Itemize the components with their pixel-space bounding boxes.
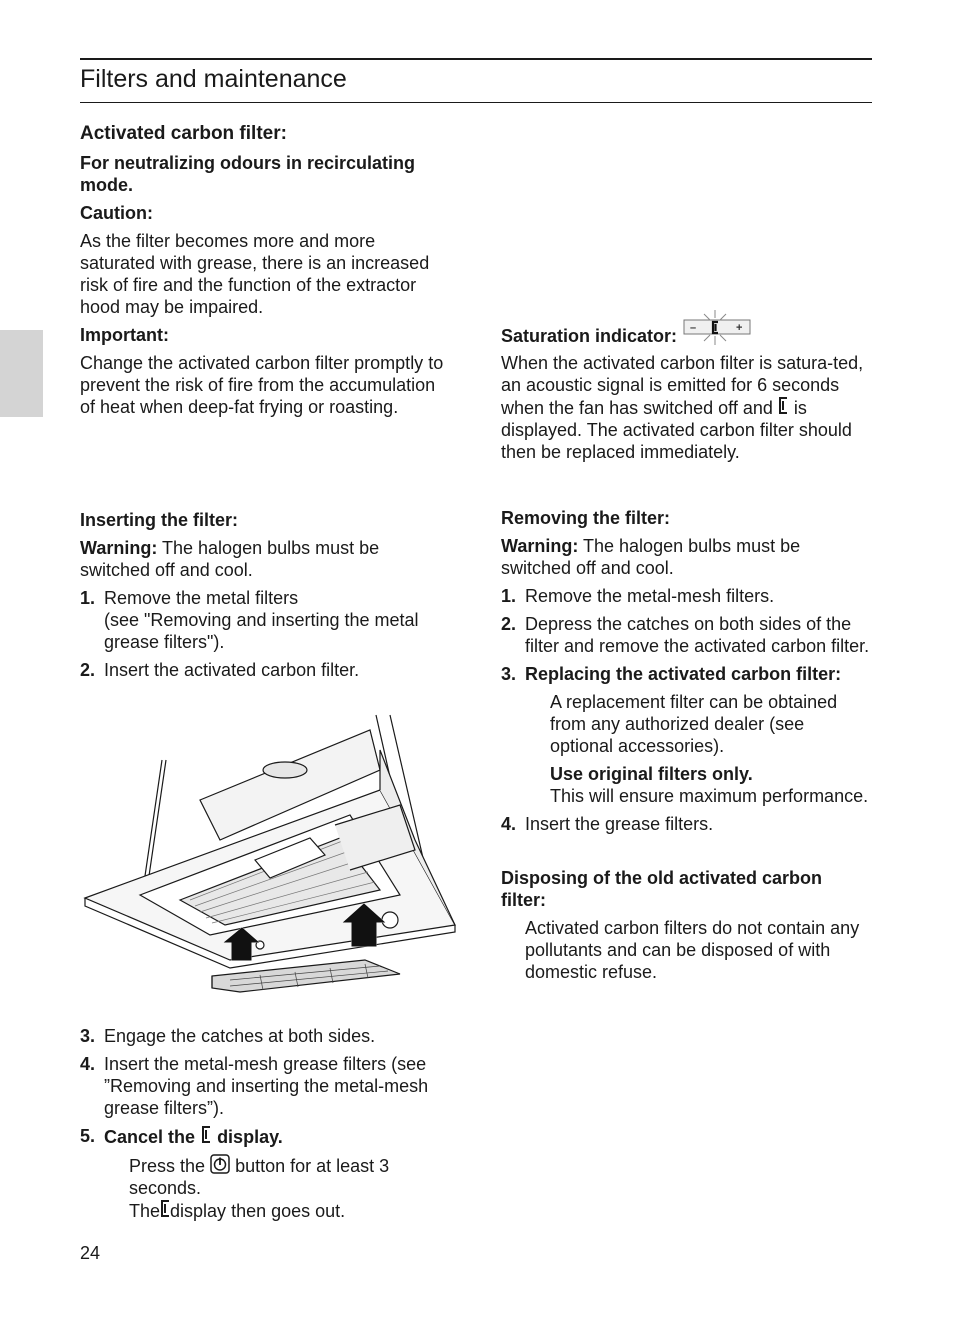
press-pre: Press the: [129, 1156, 206, 1176]
caution-label: Caution:: [80, 203, 153, 223]
list-item: [80, 587, 452, 653]
step-text: Remove the metal filters: [104, 588, 299, 608]
step-number: 1.: [501, 586, 517, 606]
removing-section: [501, 507, 871, 983]
header-rule-top: [80, 58, 872, 60]
section-tab-marker: [0, 330, 43, 417]
goes-out-pre: The: [129, 1201, 161, 1221]
goes-out-post: display then goes out.: [170, 1201, 346, 1221]
indicator-minus: –: [690, 322, 697, 334]
warning-paragraph: [501, 535, 871, 579]
warning-text: The halogen bulbs must be switched off and cool.: [501, 536, 801, 578]
saturation-text-post: is displayed. The activated carbon filter should then be replaced immediately.: [501, 398, 852, 462]
press-instruction: [129, 1154, 452, 1199]
goes-out-text: [129, 1199, 452, 1222]
step-number: 1.: [80, 588, 96, 608]
list-item: [80, 1053, 452, 1119]
disposing-title: Disposing of the old activated carbon filter:: [501, 868, 823, 910]
inserting-section: [80, 509, 452, 681]
step-text: Insert the grease filters.: [525, 814, 714, 834]
indicator-plus: +: [736, 322, 743, 334]
step-text: Remove the metal-mesh filters.: [525, 586, 775, 606]
important-text: Change the activated carbon filter promptly to prevent the risk of fire from the accumulation of heat when deep-fat frying or roasting.: [80, 353, 444, 417]
list-item: [501, 585, 871, 607]
warning-text: The halogen bulbs must be switched off and cool.: [80, 538, 380, 580]
carbon-filter-intro: [80, 121, 452, 418]
step-number: 2.: [501, 614, 517, 634]
original-filters-text: This will ensure maximum performance.: [550, 786, 869, 806]
step-text: [104, 1125, 452, 1148]
step-text: Insert the activated carbon filter.: [104, 660, 360, 680]
power-button-icon: [210, 1154, 230, 1174]
page-title: Filters and maintenance: [80, 65, 347, 93]
inserting-steps-continued: [80, 1025, 452, 1222]
filter-symbol-icon: [778, 396, 789, 416]
step-text: Insert the metal-mesh grease filters (see ”Removing and inserting the metal-mesh grease filters”).: [104, 1054, 429, 1118]
step5-post: display.: [217, 1127, 283, 1147]
removing-title: Removing the filter:: [501, 508, 671, 528]
step-text: Engage the catches at both sides.: [104, 1026, 376, 1046]
original-filters-label: Use original filters only.: [550, 764, 753, 784]
step-subtext: (see "Removing and inserting the metal grease filters").: [104, 610, 419, 652]
step-number: 3.: [80, 1026, 96, 1046]
step5-pre: Cancel the: [104, 1127, 196, 1147]
saturation-section: [501, 310, 871, 463]
important-label: Important:: [80, 325, 169, 345]
step-text: Replacing the activated carbon filter:: [525, 664, 842, 684]
warning-label: Warning:: [501, 536, 579, 556]
header-rule-bottom: [80, 102, 872, 103]
saturation-text-pre: When the activated carbon filter is satura-ted, an acoustic signal is emitted for 6 seconds when the fan has switched off and: [501, 353, 864, 418]
filter-symbol-icon: [160, 1199, 170, 1219]
saturation-text: [501, 352, 871, 463]
warning-label: Warning:: [80, 538, 158, 558]
filter-symbol-icon: [200, 1125, 212, 1145]
saturation-heading: [501, 310, 871, 352]
list-item: [80, 1125, 452, 1148]
step-text: Depress the catches on both sides of the filter and remove the activated carbon filter.: [525, 614, 870, 656]
saturation-label: Saturation indicator:: [501, 326, 678, 346]
step-number: 4.: [501, 814, 517, 834]
disposing-text: Activated carbon filters do not contain any pollutants and can be disposed of with domestic refuse.: [525, 918, 860, 982]
step-number: 2.: [80, 660, 96, 680]
subtitle: For neutralizing odours in recirculating mode.: [80, 153, 416, 195]
replacement-text: A replacement filter can be obtained from any authorized dealer (see optional accessories).: [550, 692, 838, 756]
step-number: 5.: [80, 1126, 96, 1146]
inserting-title: Inserting the filter:: [80, 510, 239, 530]
list-item: [501, 663, 871, 685]
saturation-indicator-icon: [682, 310, 754, 346]
step-number: 3.: [501, 664, 517, 684]
warning-paragraph: [80, 537, 452, 581]
extractor-hood-illustration: [80, 710, 460, 1000]
list-item: [501, 813, 871, 835]
list-item: [80, 659, 452, 681]
list-item: [501, 613, 871, 657]
step-number: 4.: [80, 1054, 96, 1074]
page-number: 24: [80, 1243, 101, 1263]
press-post: button for at least 3 seconds.: [129, 1156, 390, 1198]
section-title: Activated carbon filter:: [80, 123, 287, 144]
list-item: [80, 1025, 452, 1047]
caution-text: As the filter becomes more and more saturated with grease, there is an increased risk of fire and the function of the extractor hood may be impaired.: [80, 231, 430, 317]
